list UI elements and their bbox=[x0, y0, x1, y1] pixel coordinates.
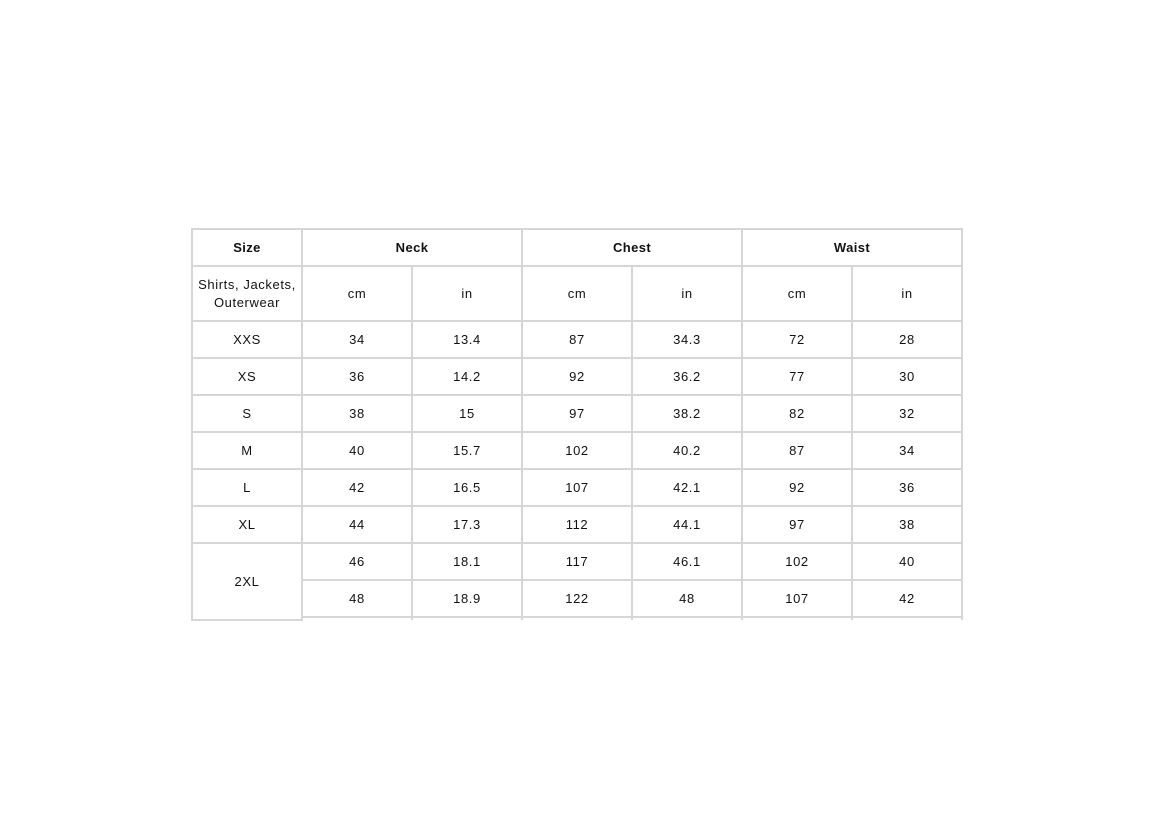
value-cell: 48 bbox=[302, 580, 412, 617]
value-cell: 122 bbox=[522, 580, 632, 617]
value-cell: 15.7 bbox=[412, 432, 522, 469]
units-row bbox=[192, 266, 962, 321]
value-cell: 34 bbox=[852, 432, 962, 469]
value-cell: 38 bbox=[302, 395, 412, 432]
value-cell: 42 bbox=[302, 469, 412, 506]
cutoff-cell bbox=[742, 617, 852, 620]
value-cell: 102 bbox=[522, 432, 632, 469]
value-cell: 107 bbox=[522, 469, 632, 506]
value-cell: 40.2 bbox=[632, 432, 742, 469]
value-cell: 15 bbox=[412, 395, 522, 432]
unit-neck-in: in bbox=[412, 266, 522, 321]
value-cell: 34 bbox=[302, 321, 412, 358]
value-cell: 107 bbox=[742, 580, 852, 617]
size-cell: XS bbox=[192, 358, 302, 395]
value-cell: 38.2 bbox=[632, 395, 742, 432]
header-neck: Neck bbox=[302, 229, 522, 266]
table-row bbox=[192, 506, 962, 543]
unit-chest-cm: cm bbox=[522, 266, 632, 321]
value-cell: 36 bbox=[852, 469, 962, 506]
category-label: Shirts, Jackets, Outerwear bbox=[192, 266, 302, 321]
value-cell: 13.4 bbox=[412, 321, 522, 358]
value-cell: 117 bbox=[522, 543, 632, 580]
value-cell: 72 bbox=[742, 321, 852, 358]
value-cell: 17.3 bbox=[412, 506, 522, 543]
value-cell: 92 bbox=[742, 469, 852, 506]
cutoff-cell bbox=[412, 617, 522, 620]
value-cell: 14.2 bbox=[412, 358, 522, 395]
value-cell: 40 bbox=[852, 543, 962, 580]
value-cell: 48 bbox=[632, 580, 742, 617]
value-cell: 46 bbox=[302, 543, 412, 580]
unit-waist-cm: cm bbox=[742, 266, 852, 321]
value-cell: 77 bbox=[742, 358, 852, 395]
value-cell: 18.1 bbox=[412, 543, 522, 580]
size-cell: XL bbox=[192, 506, 302, 543]
header-chest: Chest bbox=[522, 229, 742, 266]
size-cell: XXS bbox=[192, 321, 302, 358]
header-size: Size bbox=[192, 229, 302, 266]
size-cell: 2XL bbox=[192, 543, 302, 620]
table-row bbox=[192, 395, 962, 432]
cutoff-cell bbox=[632, 617, 742, 620]
table-row bbox=[192, 432, 962, 469]
size-chart-table bbox=[191, 228, 963, 621]
table-row bbox=[192, 469, 962, 506]
value-cell: 112 bbox=[522, 506, 632, 543]
table-row bbox=[192, 358, 962, 395]
value-cell: 18.9 bbox=[412, 580, 522, 617]
value-cell: 42 bbox=[852, 580, 962, 617]
table-row bbox=[192, 543, 962, 580]
value-cell: 87 bbox=[522, 321, 632, 358]
size-cell: M bbox=[192, 432, 302, 469]
header-waist: Waist bbox=[742, 229, 962, 266]
value-cell: 92 bbox=[522, 358, 632, 395]
cutoff-cell bbox=[852, 617, 962, 620]
table-row bbox=[192, 321, 962, 358]
value-cell: 32 bbox=[852, 395, 962, 432]
size-cell: L bbox=[192, 469, 302, 506]
size-cell: S bbox=[192, 395, 302, 432]
value-cell: 16.5 bbox=[412, 469, 522, 506]
table-row-cutoff bbox=[192, 617, 962, 620]
header-row bbox=[192, 229, 962, 266]
unit-neck-cm: cm bbox=[302, 266, 412, 321]
value-cell: 42.1 bbox=[632, 469, 742, 506]
value-cell: 46.1 bbox=[632, 543, 742, 580]
value-cell: 34.3 bbox=[632, 321, 742, 358]
value-cell: 44 bbox=[302, 506, 412, 543]
value-cell: 36 bbox=[302, 358, 412, 395]
cutoff-cell bbox=[522, 617, 632, 620]
value-cell: 82 bbox=[742, 395, 852, 432]
table-row bbox=[192, 580, 962, 617]
value-cell: 28 bbox=[852, 321, 962, 358]
value-cell: 97 bbox=[522, 395, 632, 432]
unit-chest-in: in bbox=[632, 266, 742, 321]
value-cell: 38 bbox=[852, 506, 962, 543]
value-cell: 102 bbox=[742, 543, 852, 580]
value-cell: 44.1 bbox=[632, 506, 742, 543]
value-cell: 40 bbox=[302, 432, 412, 469]
unit-waist-in: in bbox=[852, 266, 962, 321]
value-cell: 30 bbox=[852, 358, 962, 395]
value-cell: 36.2 bbox=[632, 358, 742, 395]
value-cell: 87 bbox=[742, 432, 852, 469]
cutoff-cell bbox=[302, 617, 412, 620]
value-cell: 97 bbox=[742, 506, 852, 543]
